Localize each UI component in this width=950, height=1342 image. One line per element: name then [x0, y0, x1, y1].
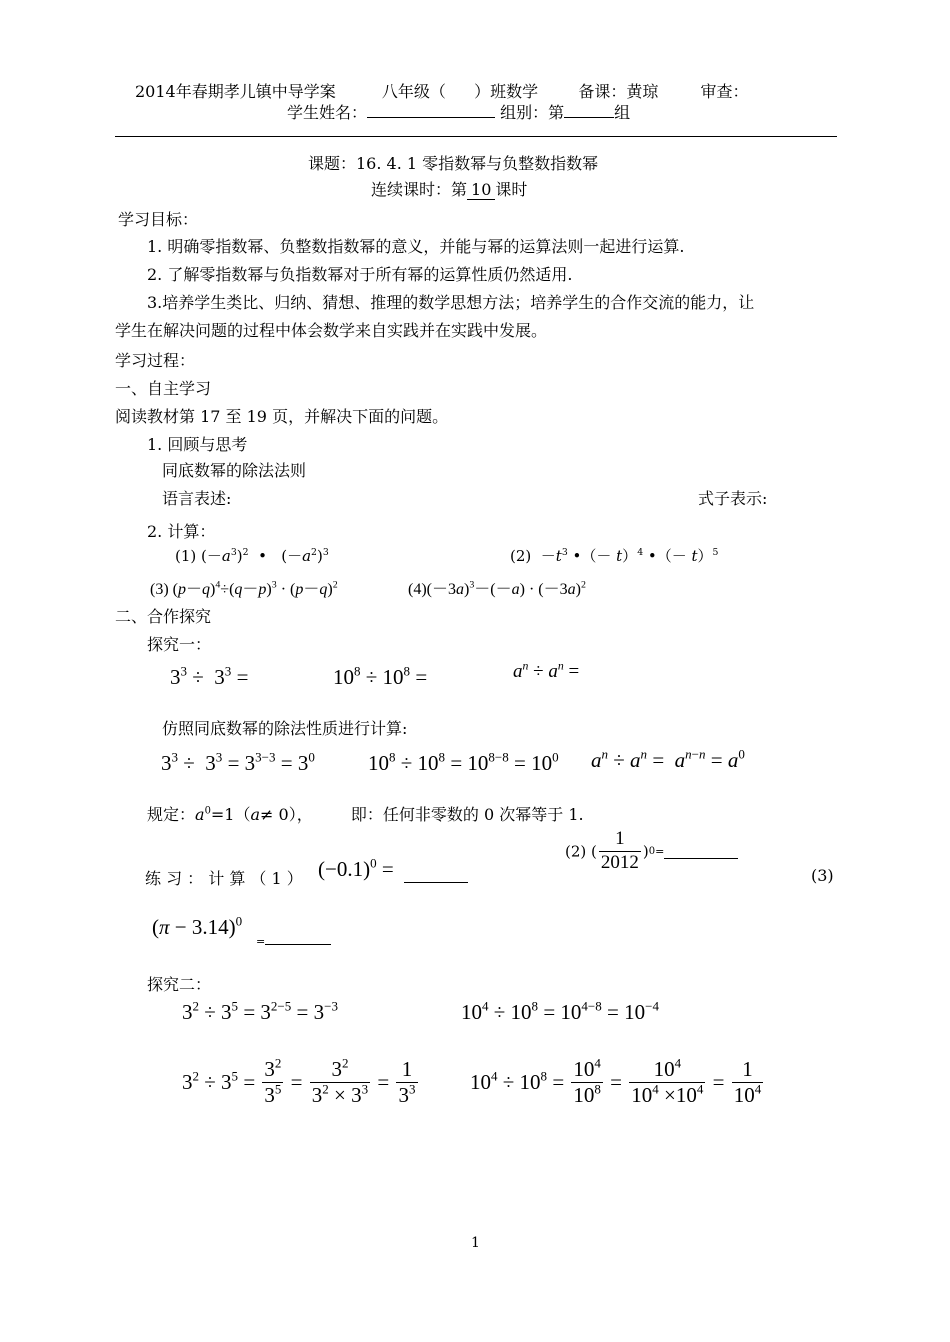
- verbal-statement: 语言表述:: [162, 489, 232, 508]
- practice-3-expr: $(\pi - 3.14)^0$: [152, 913, 243, 939]
- name-label: 学生姓名：: [287, 103, 368, 122]
- review-title: 1. 回顾与思考: [147, 435, 248, 454]
- practice-1-expr: $(-0.1)^0$ =: [318, 855, 394, 881]
- group-blank[interactable]: [564, 101, 614, 118]
- problem-3: (3) $(p-q)^4\div(q-p)^3 \cdot (p-q)^2$: [150, 579, 338, 598]
- reading-assignment: 阅读教材第 17 至 19 页，并解决下面的问题。: [115, 407, 449, 426]
- expr-3-result: $3^3 \div 3^3 = 3^{3-3} = 3^0$: [161, 749, 315, 775]
- expr-10-neg: $10^4 \div 10^8 = 10^{4-8} = 10^{-4}$: [461, 998, 659, 1024]
- practice-3-label: (3): [811, 866, 834, 885]
- expr-3-fraction: $3^2 \div 3^5$ = $\frac{3^2}{3^5}$ = $\frac{3^2}{3^2 \times 3^3}$ = $\frac{1}{3^3}$: [182, 1055, 416, 1108]
- expr-a-result: $a^n \div a^n = a^{n-n} = a^0$: [591, 746, 745, 772]
- practice-1-blank[interactable]: [404, 868, 468, 887]
- formula-statement: 式子表示:: [698, 489, 768, 508]
- expr-3-neg: $3^2 \div 3^5 = 3^{2-5} = 3^{-3}$: [182, 998, 338, 1024]
- expr-10-result: $10^8 \div 10^8 = 10^{8-8} = 10^0$: [368, 749, 559, 775]
- process-heading: 学习过程：: [115, 351, 196, 370]
- objective-2: 2. 了解零指数幂与负指数幂对于所有幂的运算性质仍然适用.: [147, 265, 573, 284]
- page-number: 1: [471, 1235, 480, 1251]
- expr-a-div-a: $a^n \div a^n$ =: [513, 659, 580, 682]
- group-label: 组别：第: [500, 103, 565, 122]
- header-line-2: [287, 100, 630, 123]
- header-class: ）班数学: [474, 82, 539, 101]
- practice-2-blank[interactable]: [664, 844, 738, 859]
- fraction-1-over-2012: $\frac{1}{2012}$: [600, 828, 639, 873]
- problem-1: (1) $(-a^3)^2$ • $(-a^2)^3$: [175, 546, 329, 565]
- objective-3a: 3.培养学生类比、归纳、猜想、推理的数学思想方法；培养学生的合作交流的能力，让: [147, 293, 755, 312]
- header-line-1: [135, 79, 749, 102]
- header-review: 审查：: [700, 82, 749, 101]
- rule-name: 同底数幂的除法法则: [162, 461, 307, 480]
- section-self-study: 一、自主学习: [115, 379, 212, 398]
- header-school: 2014年春期孝儿镇中导学案: [135, 82, 336, 101]
- group-suffix: 组: [614, 103, 631, 122]
- objectives-heading: 学习目标：: [118, 210, 199, 229]
- practice-3-blank[interactable]: =: [256, 930, 331, 948]
- calc-title: 2. 计算：: [147, 522, 216, 541]
- expr-3-div-3: $3^3 \div 3^3$ =: [170, 663, 249, 689]
- lesson-period: 连续课时：第 10 课时: [371, 180, 528, 199]
- expr-10-div-10: $10^8 \div 10^8$ =: [333, 663, 428, 689]
- lesson-topic: 课题：16. 4. 1 零指数幂与负整数指数幂: [308, 154, 599, 173]
- expr-10-fraction: $10^4 \div 10^8$ = $\frac{10^4}{10^8}$ = $\frac{10^4}{10^4 \times 10^4}$ = $\frac{1}{10^4}$: [470, 1055, 762, 1108]
- problem-4: $(4)(-3a)^3-(-a) \cdot (-3a)^2$: [408, 579, 586, 598]
- header-prep: 备课：黄琼: [578, 82, 659, 101]
- explore-1-heading: 探究一：: [147, 635, 212, 654]
- header-divider: [115, 136, 837, 137]
- objective-3b: 学生在解决问题的过程中体会数学来自实践并在实践中发展。: [115, 321, 548, 340]
- problem-2: $(2) -t^3$ •（－ t）$^4$ •（－ t）$^5$: [510, 546, 719, 565]
- name-blank[interactable]: [367, 101, 495, 118]
- objective-1: 1. 明确零指数幂、负整数指数幂的意义，并能与幂的运算法则一起进行运算.: [147, 237, 685, 256]
- practice-label: 练 习 ： 计 算 （ 1 ）: [145, 869, 303, 888]
- imitate-instruction: 仿照同底数幂的除法性质进行计算:: [162, 719, 408, 738]
- practice-2: (2) ( $\frac{1}{2012}$ )0=: [565, 829, 738, 874]
- period-number: 10: [467, 180, 495, 200]
- section-cooperative: 二、合作探究: [115, 607, 212, 626]
- header-grade: 八年级（: [381, 82, 446, 101]
- explore-2-heading: 探究二：: [147, 975, 212, 994]
- zero-exponent-rule: 规定：$a^0=1(a\ne 0)$， 即：任何非零数的 0 次幂等于 1.: [147, 805, 584, 824]
